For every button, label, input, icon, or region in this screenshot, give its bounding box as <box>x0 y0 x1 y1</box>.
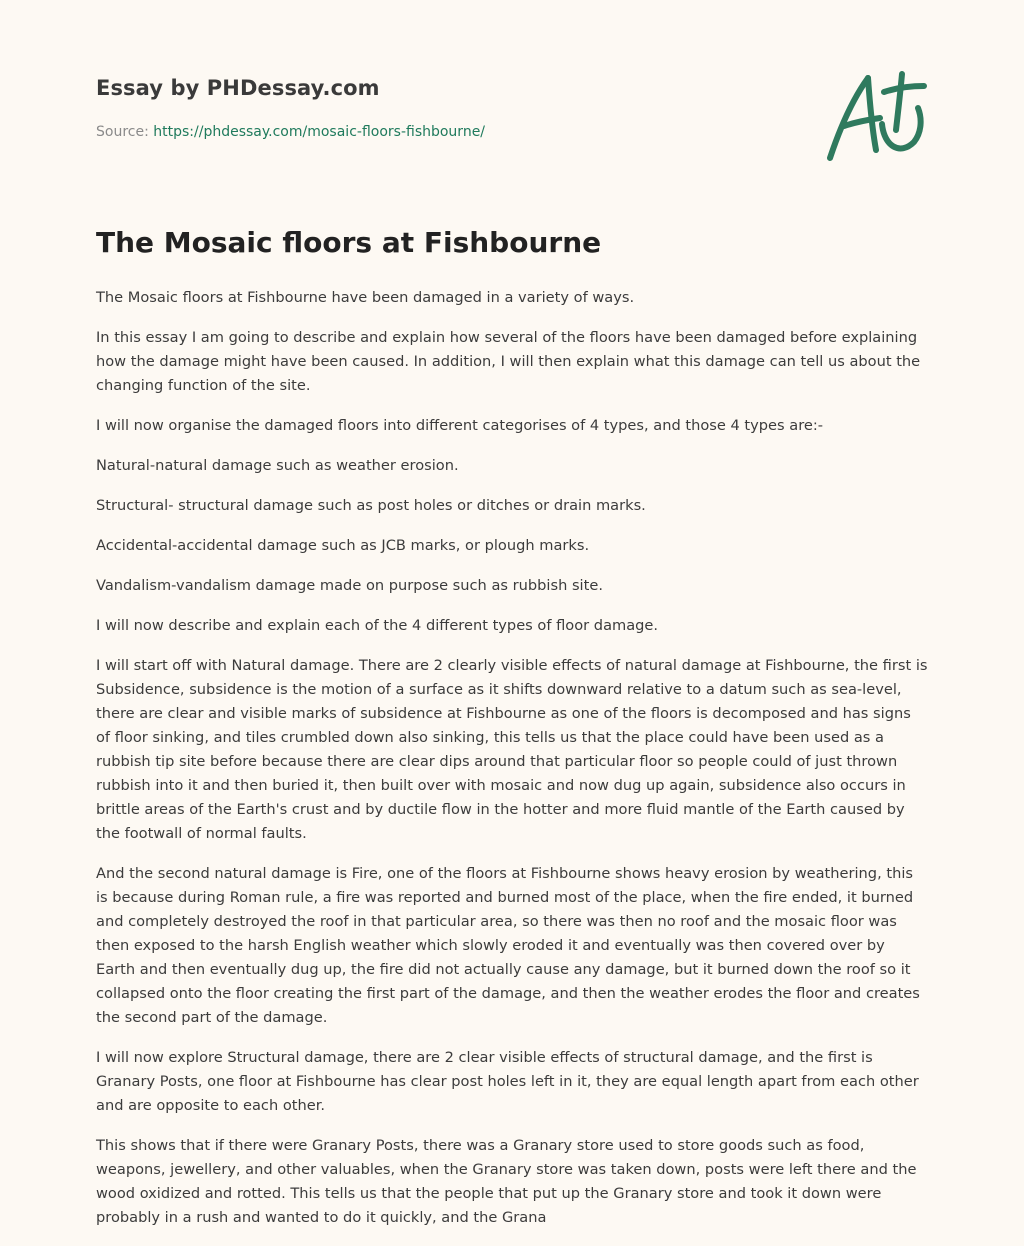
essay-paragraph: The Mosaic floors at Fishbourne have been damaged in a variety of ways. <box>96 289 635 306</box>
site-brand: Essay by PHDessay.com <box>96 76 380 100</box>
essay-paragraph: This shows that if there were Granary Posts, there was a Granary store used to store goods such as food, weapons, jewellery, and other valuables, when the Granary store was taken down, posts were left there and the wood oxidized and rotted. This tells us that the people that put up the Granary store and took it down were probably in a rush and wanted to do it quickly, and the Grana <box>96 1137 917 1226</box>
source-line <box>96 124 485 140</box>
essay-paragraph: I will now explore Structural damage, there are 2 clear visible effects of structural damage, and the first is Granary Posts, one floor at Fishbourne has clear post holes left in it, they are equal length apart from each other and are opposite to each other. <box>96 1049 919 1114</box>
essay-body <box>96 286 928 1246</box>
essay-paragraph: I will now organise the damaged floors into different categorises of 4 types, and those 4 types are:- <box>96 417 824 434</box>
essay-paragraph: Natural-natural damage such as weather erosion. <box>96 457 459 474</box>
essay-title: The Mosaic floors at Fishbourne <box>96 226 602 259</box>
source-link[interactable]: https://phdessay.com/mosaic-floors-fishbourne/ <box>153 124 486 140</box>
essay-paragraph: Vandalism-vandalism damage made on purpose such as rubbish site. <box>96 577 603 594</box>
essay-paragraph: In this essay I am going to describe and explain how several of the floors have been damaged before explaining how the damage might have been caused. In addition, I will then explain what this damage can tell us about the changing function of the site. <box>96 329 921 394</box>
essay-paragraph: I will now describe and explain each of the 4 different types of floor damage. <box>96 617 659 634</box>
a-plus-logo-icon <box>822 66 928 166</box>
essay-paragraph: And the second natural damage is Fire, one of the floors at Fishbourne shows heavy erosion by weathering, this is because during Roman rule, a fire was reported and burned most of the place, when the fire ended, it burned and completely destroyed the roof in that particular area, so there was then no roof and the mosaic floor was then exposed to the harsh English weather which slowly eroded it and eventually was then covered over by Earth and then eventually dug up, the fire did not actually cause any damage, but it burned down the roof so it collapsed onto the floor creating the first part of the damage, and then the weather erodes the floor and creates the second part of the damage. <box>96 865 920 1026</box>
essay-paragraph: Accidental-accidental damage such as JCB marks, or plough marks. <box>96 537 590 554</box>
source-label: Source: <box>96 124 149 140</box>
essay-paragraph: I will start off with Natural damage. There are 2 clearly visible effects of natural damage at Fishbourne, the first is Subsidence, subsidence is the motion of a surface as it shifts downward relative to a datum such as sea-level, there are clear and visible marks of subsidence at Fishbourne as one of the floors is decomposed and has signs of floor sinking, and tiles crumbled down also sinking, this tells us that the place could have been used as a rubbish tip site before because there are clear dips around that particular floor so people could of just thrown rubbish into it and then buried it, then built over with mosaic and now dug up again, subsidence also occurs in brittle areas of the Earth's crust and by ductile flow in the hotter and more fluid mantle of the Earth caused by the footwall of normal faults. <box>96 657 928 842</box>
essay-paragraph: Structural- structural damage such as post holes or ditches or drain marks. <box>96 497 646 514</box>
